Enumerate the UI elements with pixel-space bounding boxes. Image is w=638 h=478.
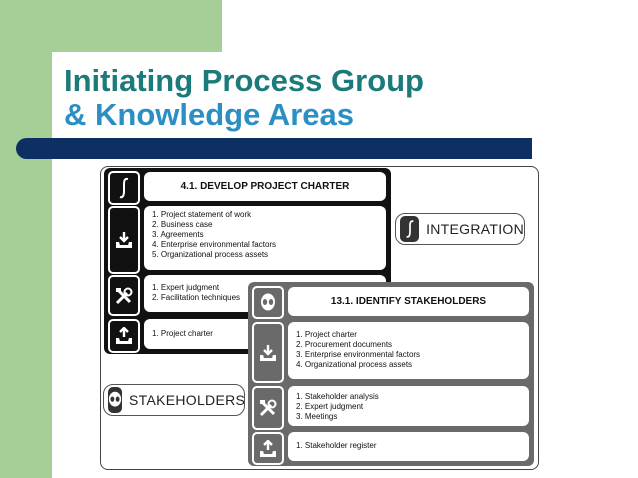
integral-icon: [400, 216, 419, 242]
list-item: 3. Enterprise environmental factors: [296, 350, 421, 359]
title-underline-bar: [16, 138, 532, 159]
panel-heading: 13.1. IDENTIFY STAKEHOLDERS: [288, 287, 529, 316]
slide-title: [64, 64, 424, 132]
integration-legend-label: INTEGRATION: [426, 221, 524, 237]
list-item: 3. Meetings: [296, 412, 338, 421]
tools-icon: [252, 386, 284, 430]
stakeholders-legend: [103, 384, 245, 416]
inputs-list: [144, 206, 386, 270]
list-item: 1. Project charter: [152, 329, 213, 338]
list-item: 3. Agreements: [152, 230, 204, 239]
outputs-list: [288, 432, 529, 461]
green-accent-left: [0, 0, 52, 478]
list-item: 2. Facilitation techniques: [152, 293, 241, 302]
list-item: 2. Procurement documents: [296, 340, 393, 349]
tools-icon: [108, 275, 140, 316]
alien-head-icon: [108, 387, 122, 413]
list-item: 1. Stakeholder register: [296, 441, 377, 450]
tools-list: [288, 386, 529, 426]
identify-stakeholders-panel: [248, 282, 534, 466]
tray-out-icon: [108, 319, 140, 353]
list-item: 4. Organizational process assets: [296, 360, 413, 369]
list-item: 1. Project statement of work: [152, 210, 252, 219]
tray-in-icon: [108, 206, 140, 274]
integration-legend: [395, 213, 525, 245]
tray-in-icon: [252, 322, 284, 383]
title-line-2: & Knowledge Areas: [64, 97, 354, 132]
panel-heading: 4.1. DEVELOP PROJECT CHARTER: [144, 172, 386, 201]
title-line-1: Initiating Process Group: [64, 63, 424, 98]
inputs-list: [288, 322, 529, 379]
list-item: 1. Stakeholder analysis: [296, 392, 379, 401]
list-item: 1. Project charter: [296, 330, 357, 339]
list-item: 1. Expert judgment: [152, 283, 220, 292]
list-item: 2. Expert judgment: [296, 402, 364, 411]
alien-head-icon: [252, 286, 284, 319]
stakeholders-legend-label: STAKEHOLDERS: [129, 392, 246, 408]
integral-icon: [108, 171, 140, 205]
list-item: 4. Enterprise environmental factors: [152, 240, 277, 249]
list-item: 2. Business case: [152, 220, 213, 229]
tray-out-icon: [252, 432, 284, 465]
list-item: 5. Organizational process assets: [152, 250, 269, 259]
